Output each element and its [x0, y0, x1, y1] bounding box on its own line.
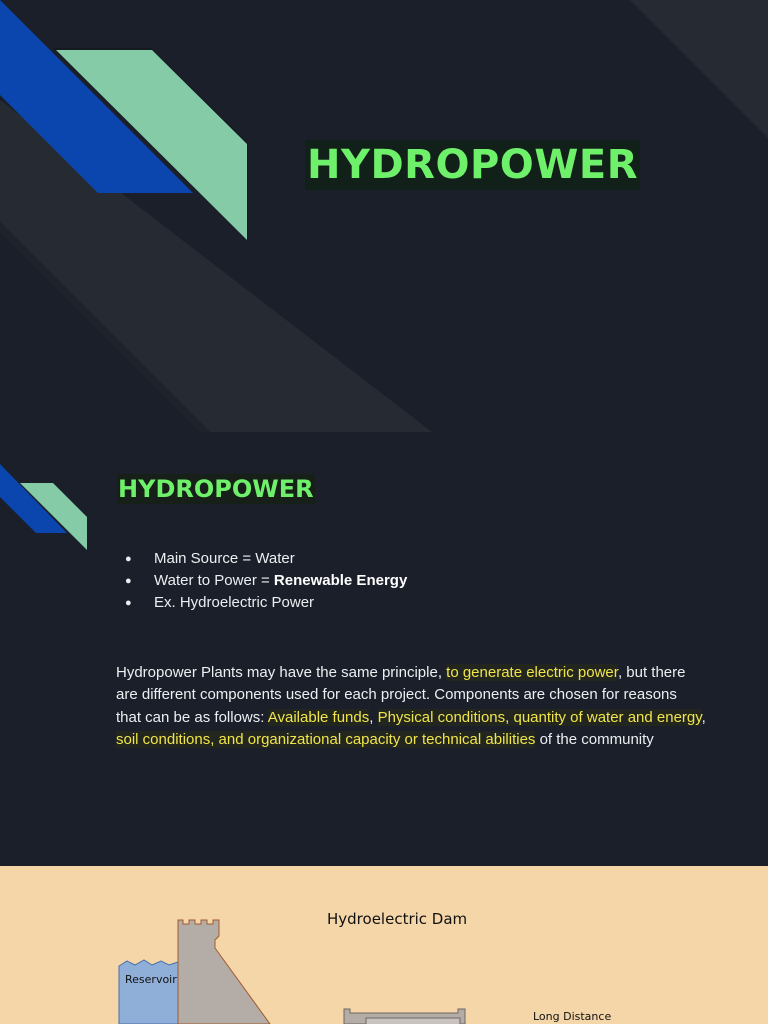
reservoir-water [119, 960, 178, 1024]
bullet-item: ● Ex. Hydroelectric Power [125, 592, 407, 614]
section-title: HYDROPOWER [118, 475, 314, 503]
bullet-item: ● Main Source = Water [125, 548, 407, 570]
highlight-text: Available funds [267, 708, 370, 726]
slide-title: HYDROPOWER [307, 142, 639, 188]
decorative-stripes [0, 0, 768, 432]
dam-diagram [0, 866, 768, 1024]
description-paragraph: Hydropower Plants may have the same principle, to generate electric power, but there are different components used for each project. Components are chosen for reasons that can be as follows: Available funds, Physical conditions, quantity of water and energy, soil conditions, and organizational capacity or technical abilities of the community [116, 664, 706, 748]
reservoir-label: Reservoir [125, 973, 177, 986]
bold-term: Renewable Energy [273, 572, 408, 589]
highlight-text: Physical conditions, quantity of water and energy [377, 708, 702, 726]
corner-stripe [630, 0, 768, 138]
diagram-slide [0, 866, 768, 1024]
title-slide [0, 0, 768, 432]
bullet-item: ● Water to Power = Renewable Energy [125, 570, 407, 592]
diagram-title: Hydroelectric Dam [327, 910, 468, 928]
bullet-list [125, 548, 407, 614]
content-slide [0, 432, 768, 866]
dam-wall [178, 920, 270, 1024]
generator-box [366, 1018, 460, 1024]
long-distance-label: Long Distance [533, 1010, 612, 1023]
decorative-stripes-small [0, 432, 120, 572]
highlight-text: to generate electric power [446, 664, 618, 681]
highlight-text: soil conditions, and organizational capacity or technical abilities [116, 730, 536, 748]
